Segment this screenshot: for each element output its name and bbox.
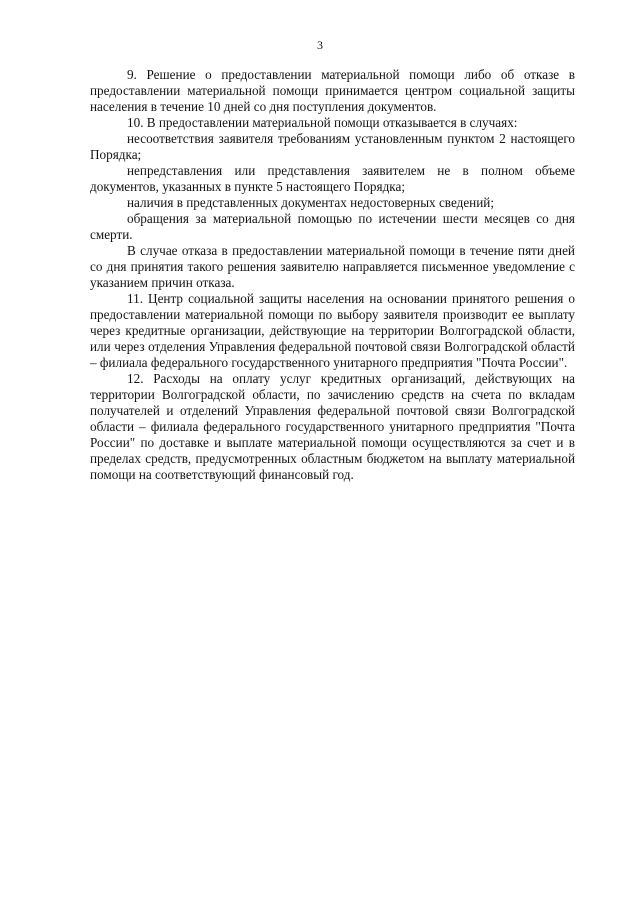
page-number: 3 [317, 38, 323, 52]
refusal-reason-2: непредставления или представления заявителем не в полном объеме документов, указанных в пункте 5 настоящего Порядка; [90, 163, 575, 194]
paragraph-12: 12. Расходы на оплату услуг кредитных организаций, действующих на территории Волгоградской области, по зачислению средств на счета по вкладам получателей и отделений Управления федеральной почтовой связи Волгоградской области – филиала федерального государственного унитарного предприятия "Почта России" по доставке и выплате материальной помощи осуществляются за счет и в пределах средств, предусмотренных областным бюджетом на выплату материальной помощи на соответствующий финансовый год. [90, 371, 575, 482]
paragraph-10: 10. В предоставлении материальной помощи отказывается в случаях: [127, 115, 518, 130]
refusal-notice-paragraph: В случае отказа в предоставлении материальной помощи в течение пяти дней со дня принятия такого решения заявителю направляется письменное уведомление с указанием причин отказа. [90, 243, 575, 290]
paragraph-11: 11. Центр социальной защиты населения на основании принятого решения о предоставлении материальной помощи по выбору заявителя производит ее выплату через кредитные организации, действующие на территории Волгоградской области, или через отделения Управления федеральной почтовой связи Волгоградской областй – филиала федерального государственного унитарного предприятия "Почта России". [90, 291, 575, 370]
document-body [90, 67, 575, 483]
refusal-reason-3: наличия в представленных документах недостоверных сведений; [127, 195, 495, 210]
refusal-reason-4: обращения за материальной помощью по истечении шести месяцев со дня смерти. [90, 211, 575, 242]
paragraph-9: 9. Решение о предоставлении материальной помощи либо об отказе в предоставлении материальной помощи принимается центром социальной защиты населения в течение 10 дней со дня поступления документов. [90, 67, 575, 114]
refusal-reason-1: несоответствия заявителя требованиям установленным пунктом 2 настоящего Порядка; [90, 131, 575, 162]
